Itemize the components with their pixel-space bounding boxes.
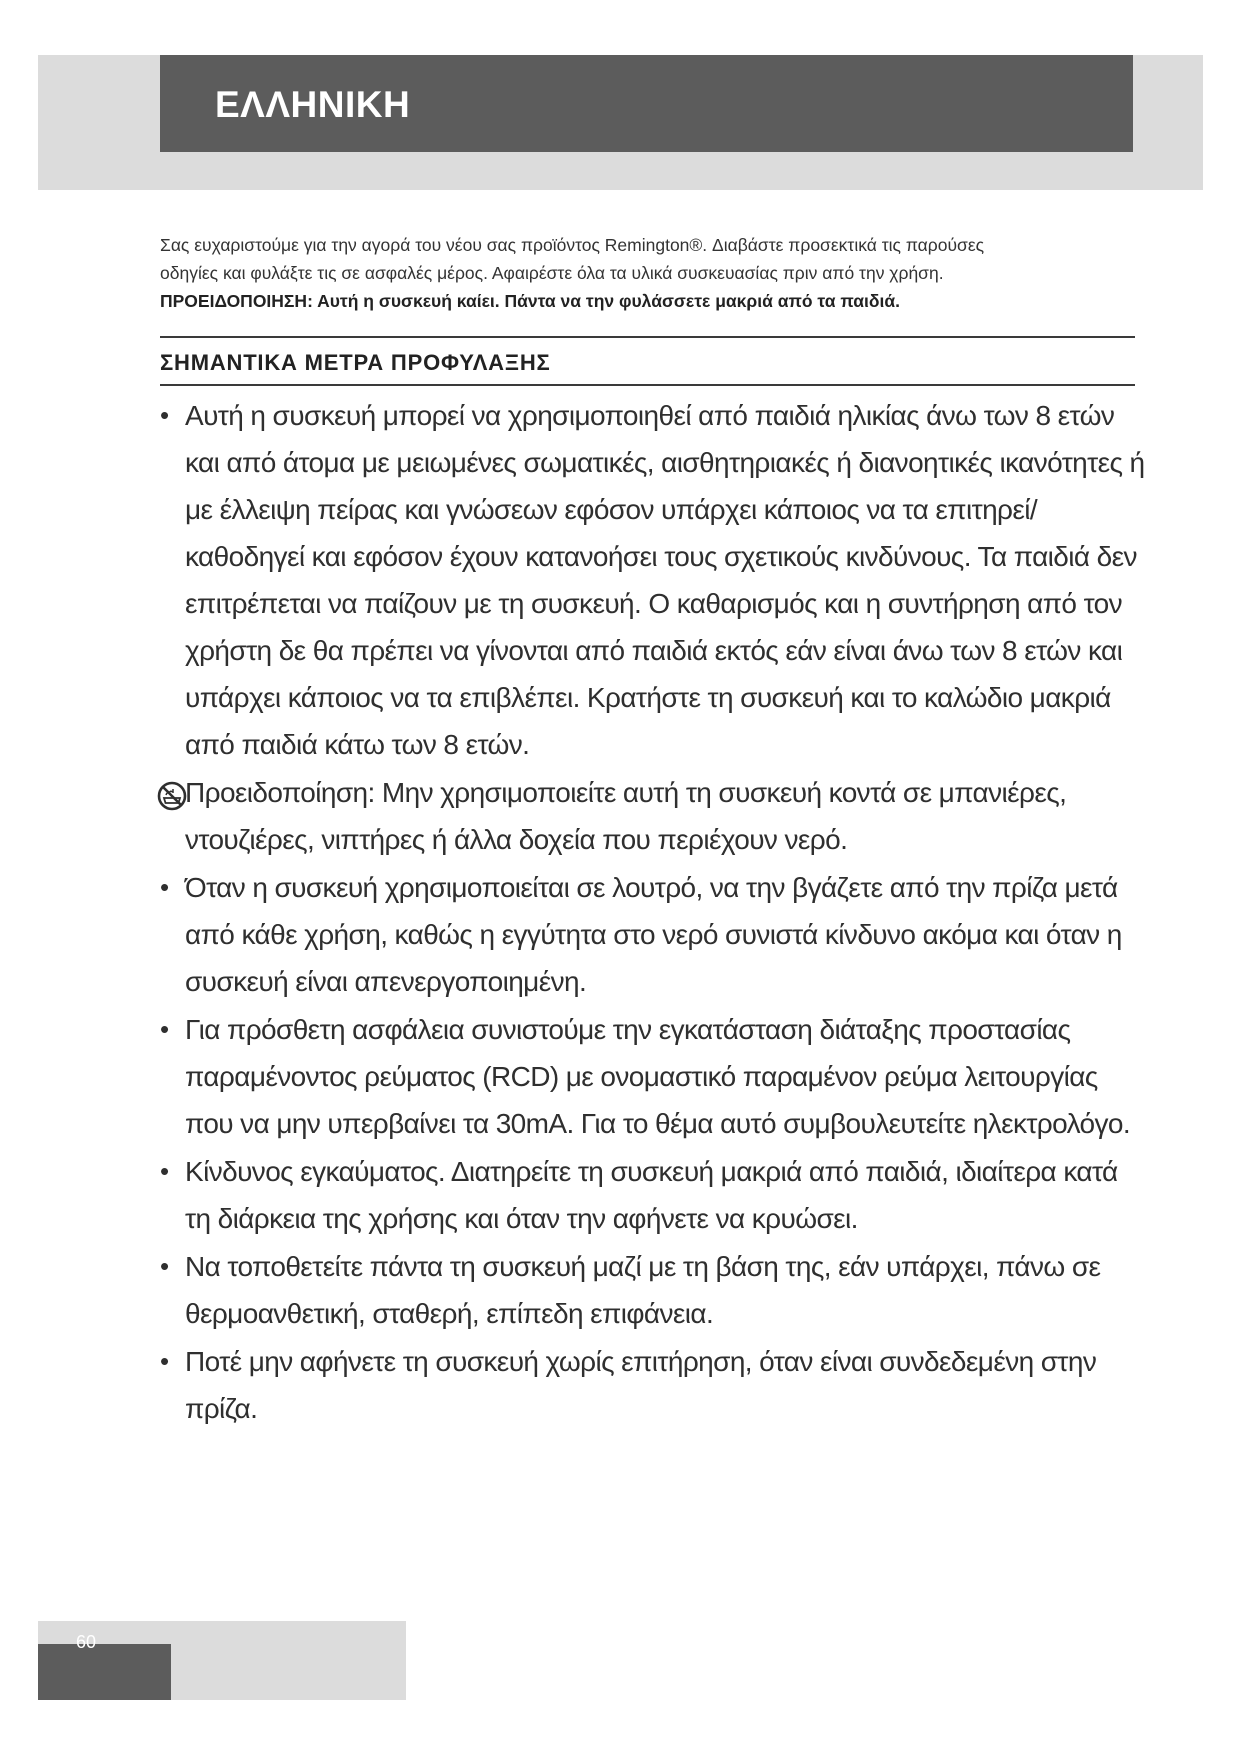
precaution-text: Προειδοποίηση: Μην χρησιμοποιείτε αυτή τη συσκευή κοντά σε μπανιέρες, ντουζιέρες, νιπτήρες ή άλλα δοχεία που περιέχουν νερό. [185, 777, 1067, 855]
precaution-text: Να τοποθετείτε πάντα τη συσκευή μαζί με τη βάση της, εάν υπάρχει, πάνω σε θερμοανθετική, σταθερή, επίπεδη επιφάνεια. [185, 1251, 1101, 1329]
precaution-item [160, 1243, 1150, 1337]
precaution-text: Κίνδυνος εγκαύματος. Διατηρείτε τη συσκευή μακριά από παιδιά, ιδιαίτερα κατά τη διάρκεια της χρήσης και όταν την αφήνετε να κρυώσει. [185, 1156, 1118, 1234]
precaution-item [160, 864, 1150, 1005]
precaution-item [160, 392, 1150, 768]
bullet-marker: • [160, 1156, 169, 1186]
intro-line-1: Σας ευχαριστούμε για την αγορά του νέου σας προϊόντος Remington®. Διαβάστε προσεκτικά τις παρούσες [160, 235, 985, 255]
bullet-marker: • [160, 1014, 169, 1044]
precaution-text: Όταν η συσκευή χρησιμοποιείται σε λουτρό, να την βγάζετε από την πρίζα μετά από κάθε χρήση, καθώς η εγγύτητα στο νερό συνιστά κίνδυνο ακόμα και όταν η συσκευή είναι απενεργοποιημένη. [185, 872, 1122, 997]
precaution-text: Για πρόσθετη ασφάλεια συνιστούμε την εγκατάσταση διάταξης προστασίας παραμένοντος ρεύματος (RCD) με ονομαστικό παραμένον ρεύμα λειτουργίας που να μην υπερβαίνει τα 30mA. Για το θέμα αυτό συμβουλευτείτε ηλεκτρολόγο. [185, 1014, 1131, 1139]
intro-block [160, 231, 1135, 315]
section-heading: ΣΗΜΑΝΤΙΚΑ ΜΕΤΡΑ ΠΡΟΦΥΛΑΞΗΣ [160, 350, 551, 375]
intro-line-2: οδηγίες και φυλάξτε τις σε ασφαλές μέρος. Αφαιρέστε όλα τα υλικά συσκευασίας πριν από την χρήση. [160, 263, 944, 283]
section-rule-bottom [160, 384, 1135, 386]
language-title: ΕΛΛΗΝΙΚΗ [215, 84, 411, 125]
intro-warning: ΠΡΟΕΙΔΟΠΟΙΗΣΗ: Αυτή η συσκευή καίει. Πάντα να την φυλάσσετε μακριά από τα παιδιά. [160, 291, 900, 311]
footer-box [38, 1644, 171, 1700]
precaution-item-warning [160, 769, 1150, 863]
bullet-marker: • [160, 872, 169, 902]
precautions-list [160, 392, 1150, 1433]
no-use-near-water-icon [157, 778, 187, 808]
bullet-marker: • [160, 400, 169, 430]
page-number: 60 [76, 1632, 97, 1652]
bullet-marker: • [160, 1346, 169, 1376]
precaution-text: Αυτή η συσκευή μπορεί να χρησιμοποιηθεί από παιδιά ηλικίας άνω των 8 ετών και από άτομα με μειωμένες σωματικές, αισθητηριακές ή διανοητικές ικανότητες ή με έλλειψη πείρας και γνώσεων εφόσον υπάρχει κάποιος να τα επιτηρεί/καθοδηγεί και εφόσον έχουν κατανοήσει τους σχετικούς κινδύνους. Τα παιδιά δεν επιτρέπεται να παίζουν με τη συσκευή. Ο καθαρισμός και η συντήρηση από τον χρήστη δε θα πρέπει να γίνονται από παιδιά εκτός εάν είναι άνω των 8 ετών και υπάρχει κάποιος να τα επιβλέπει. Κρατήστε τη συσκευή και το καλώδιο μακριά από παιδιά κάτω των 8 ετών. [185, 400, 1145, 760]
precaution-item [160, 1338, 1150, 1432]
precaution-text: Ποτέ μην αφήνετε τη συσκευή χωρίς επιτήρηση, όταν είναι συνδεδεμένη στην πρίζα. [185, 1346, 1097, 1424]
precaution-item [160, 1148, 1150, 1242]
section-rule-top [160, 336, 1135, 338]
bullet-marker: • [160, 1251, 169, 1281]
precaution-item [160, 1006, 1150, 1147]
